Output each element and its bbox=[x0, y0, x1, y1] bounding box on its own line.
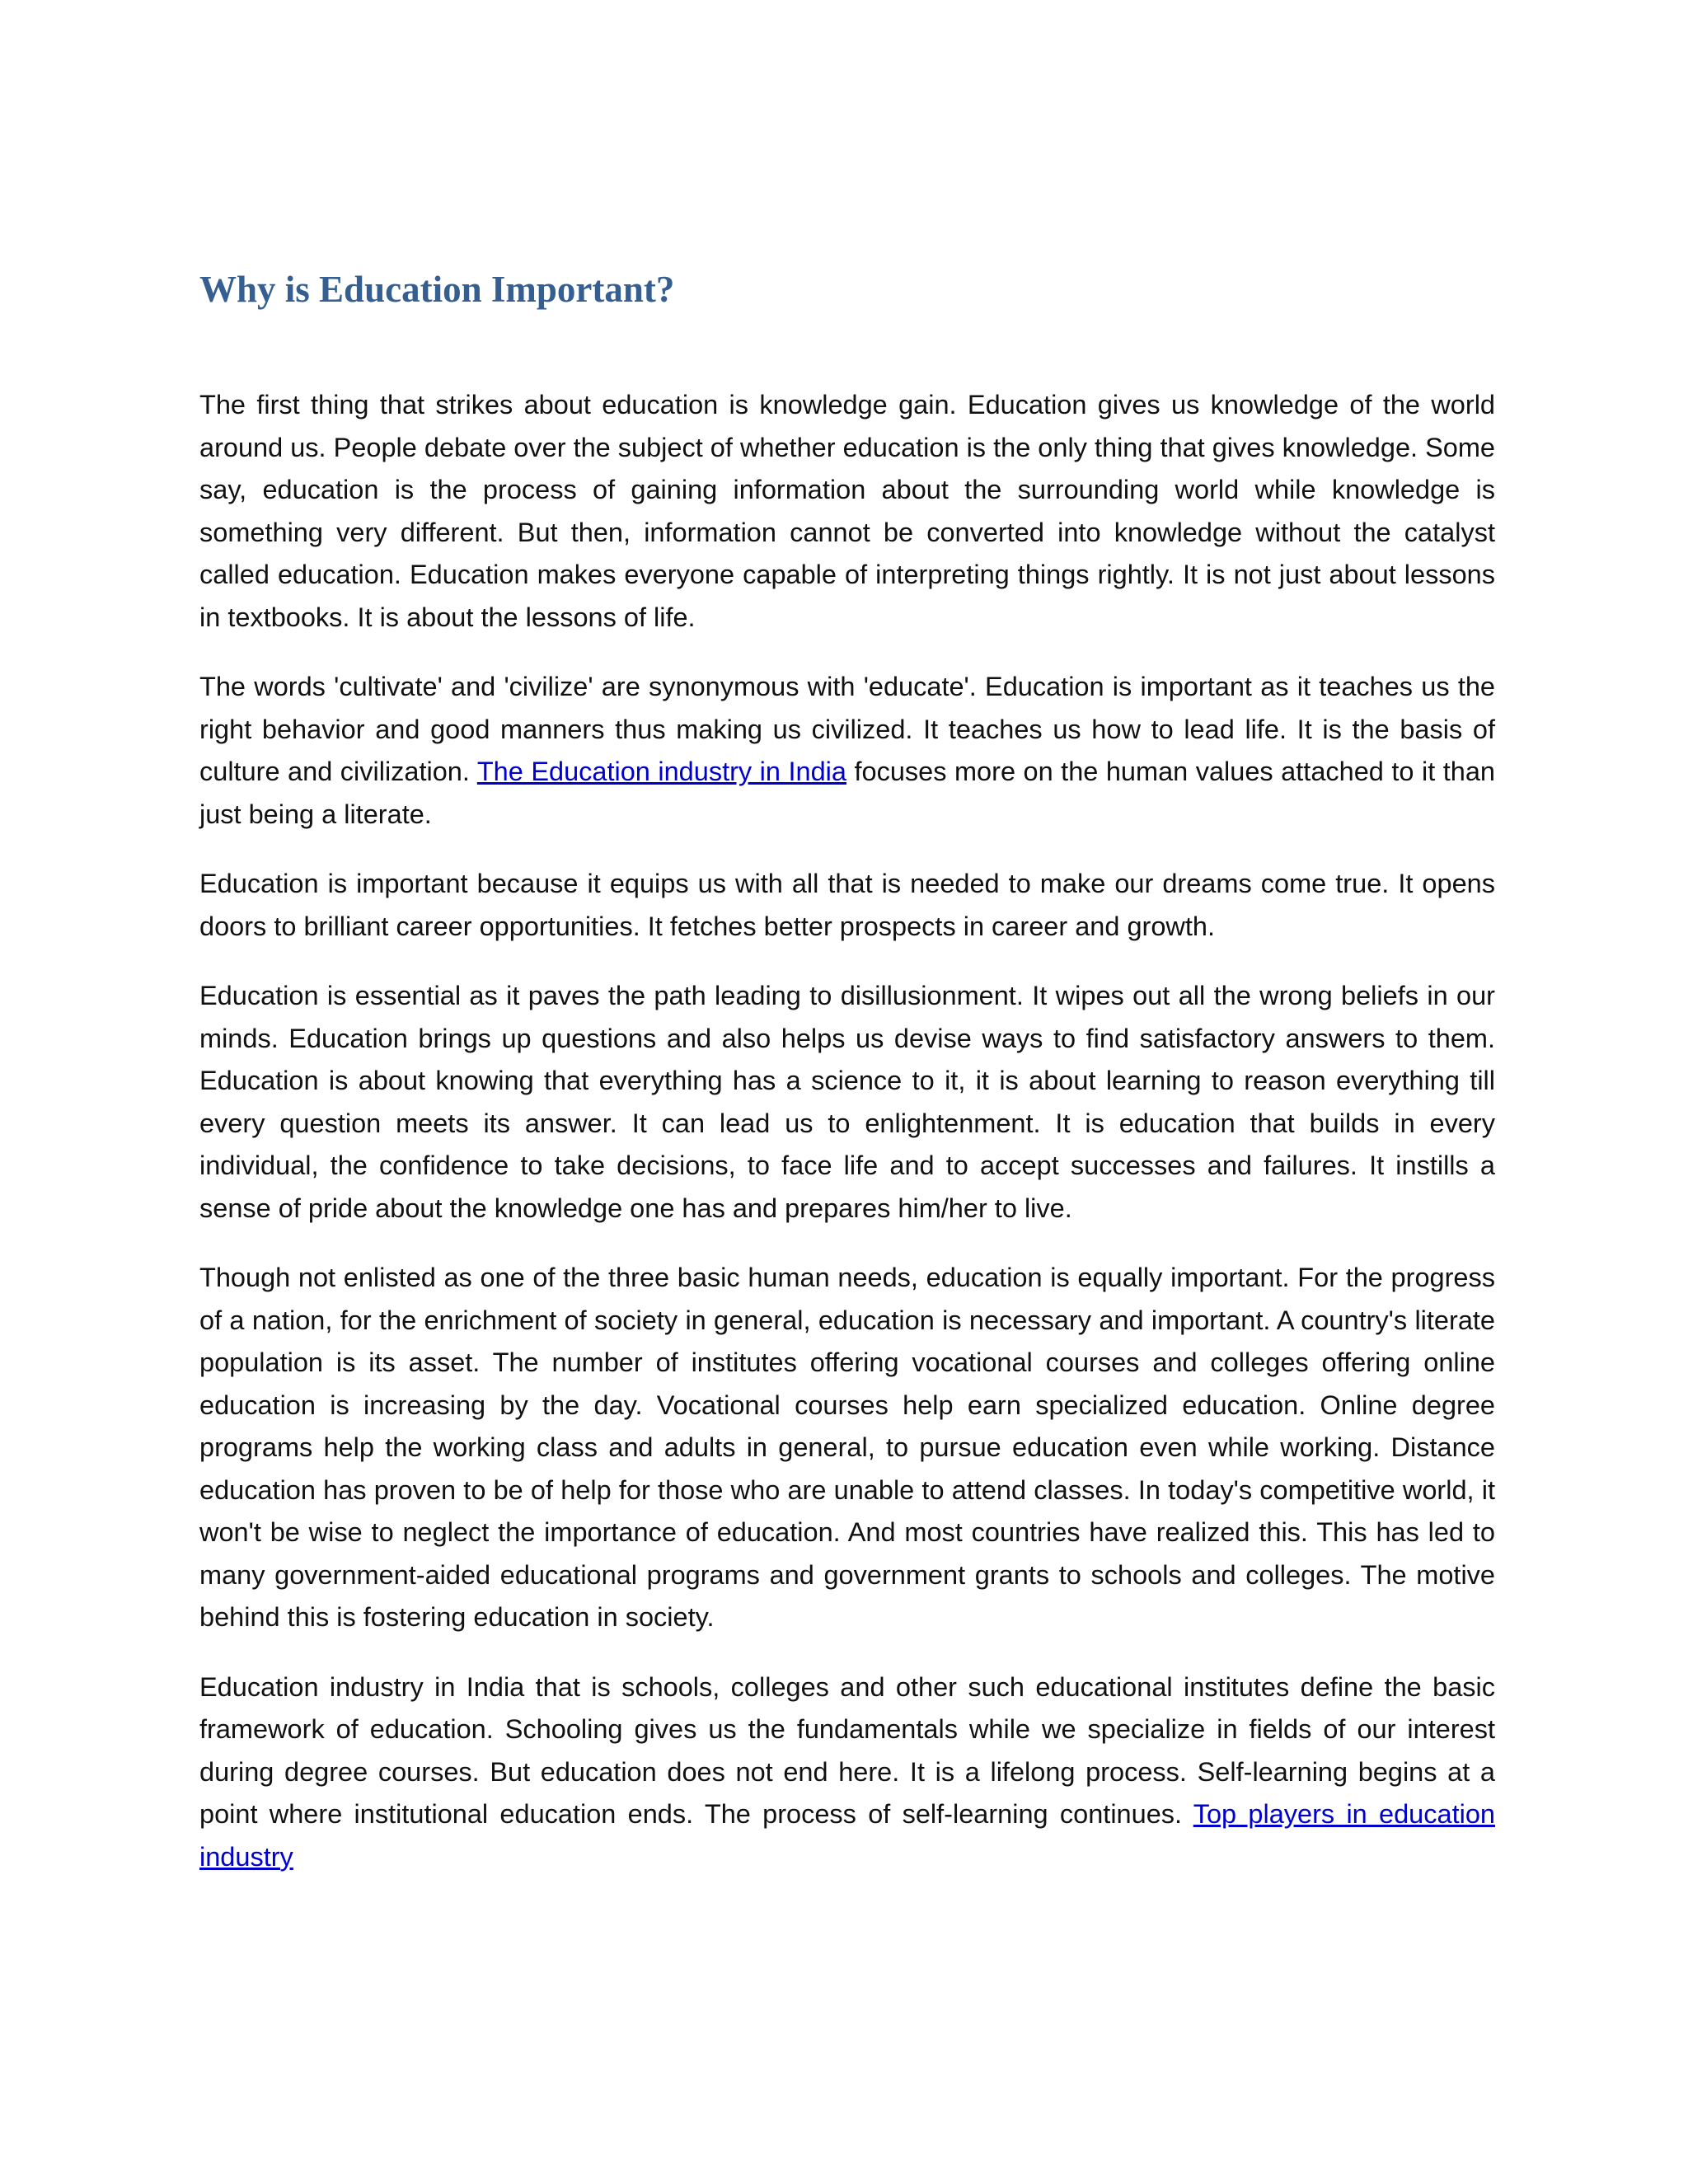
paragraph-2 bbox=[199, 666, 1495, 836]
paragraph-2-text-after-link: focuses more on the human values attached to it than just being a literate. bbox=[199, 757, 1495, 829]
paragraph-2-text-before-link: The words 'cultivate' and 'civilize' are synonymous with 'educate'. Education is important as it teaches us the right behavior and good manners thus making us civilized. It teaches us how to lead life. It is the basis of culture and civilization. bbox=[199, 672, 1495, 786]
top-players-education-industry-link[interactable]: Top players in education industry bbox=[199, 1799, 1495, 1872]
paragraph-6-text-before-link: Education industry in India that is schools, colleges and other such educational institutes define the basic framework of education. Schooling gives us the fundamentals while we specialize in fields of our interest during degree courses. But education does not end here. It is a lifelong process. Self-learning begins at a point where institutional education ends. The process of self-learning continues. bbox=[199, 1671, 1495, 1829]
document-content bbox=[199, 265, 1495, 1905]
paragraph-5: Though not enlisted as one of the three basic human needs, education is equally important. For the progress of a nation, for the enrichment of society in general, education is necessary and important. A country's literate population is its asset. The number of institutes offering vocational courses and colleges offering online education is increasing by the day. Vocational courses help earn specialized education. Online degree programs help the working class and adults in general, to pursue education even while working. Distance education has proven to be of help for those who are unable to attend classes. In today's competitive world, it won't be wise to neglect the importance of education. And most countries have realized this. This has led to many government-aided educational programs and government grants to schools and colleges. The motive behind this is fostering education in society. bbox=[199, 1263, 1495, 1632]
paragraph-1: The first thing that strikes about education is knowledge gain. Education gives us knowledge of the world around us. People debate over the subject of whether education is the only thing that gives knowledge. Some say, education is the process of gaining information about the surrounding world while knowledge is something very different. But then, information cannot be converted into knowledge without the catalyst called education. Education makes everyone capable of interpreting things rightly. It is not just about lessons in textbooks. It is about the lessons of life. bbox=[199, 390, 1495, 632]
paragraph-6 bbox=[199, 1666, 1495, 1879]
education-industry-india-link[interactable]: The Education industry in India bbox=[476, 757, 846, 786]
paragraph-3: Education is important because it equips us with all that is needed to make our dreams come true. It opens doors to brilliant career opportunities. It fetches better prospects in career and growth. bbox=[199, 869, 1495, 941]
paragraph-4: Education is essential as it paves the path leading to disillusionment. It wipes out all the wrong beliefs in our minds. Education brings up questions and also helps us devise ways to find satisfactory answers to them. Education is about knowing that everything has a science to it, it is about learning to reason everything till every question meets its answer. It can lead us to enlightenment. It is education that builds in every individual, the confidence to take decisions, to face life and to accept successes and failures. It instills a sense of pride about the knowledge one has and prepares him/her to live. bbox=[199, 981, 1495, 1223]
document-title: Why is Education Important? bbox=[199, 269, 675, 310]
